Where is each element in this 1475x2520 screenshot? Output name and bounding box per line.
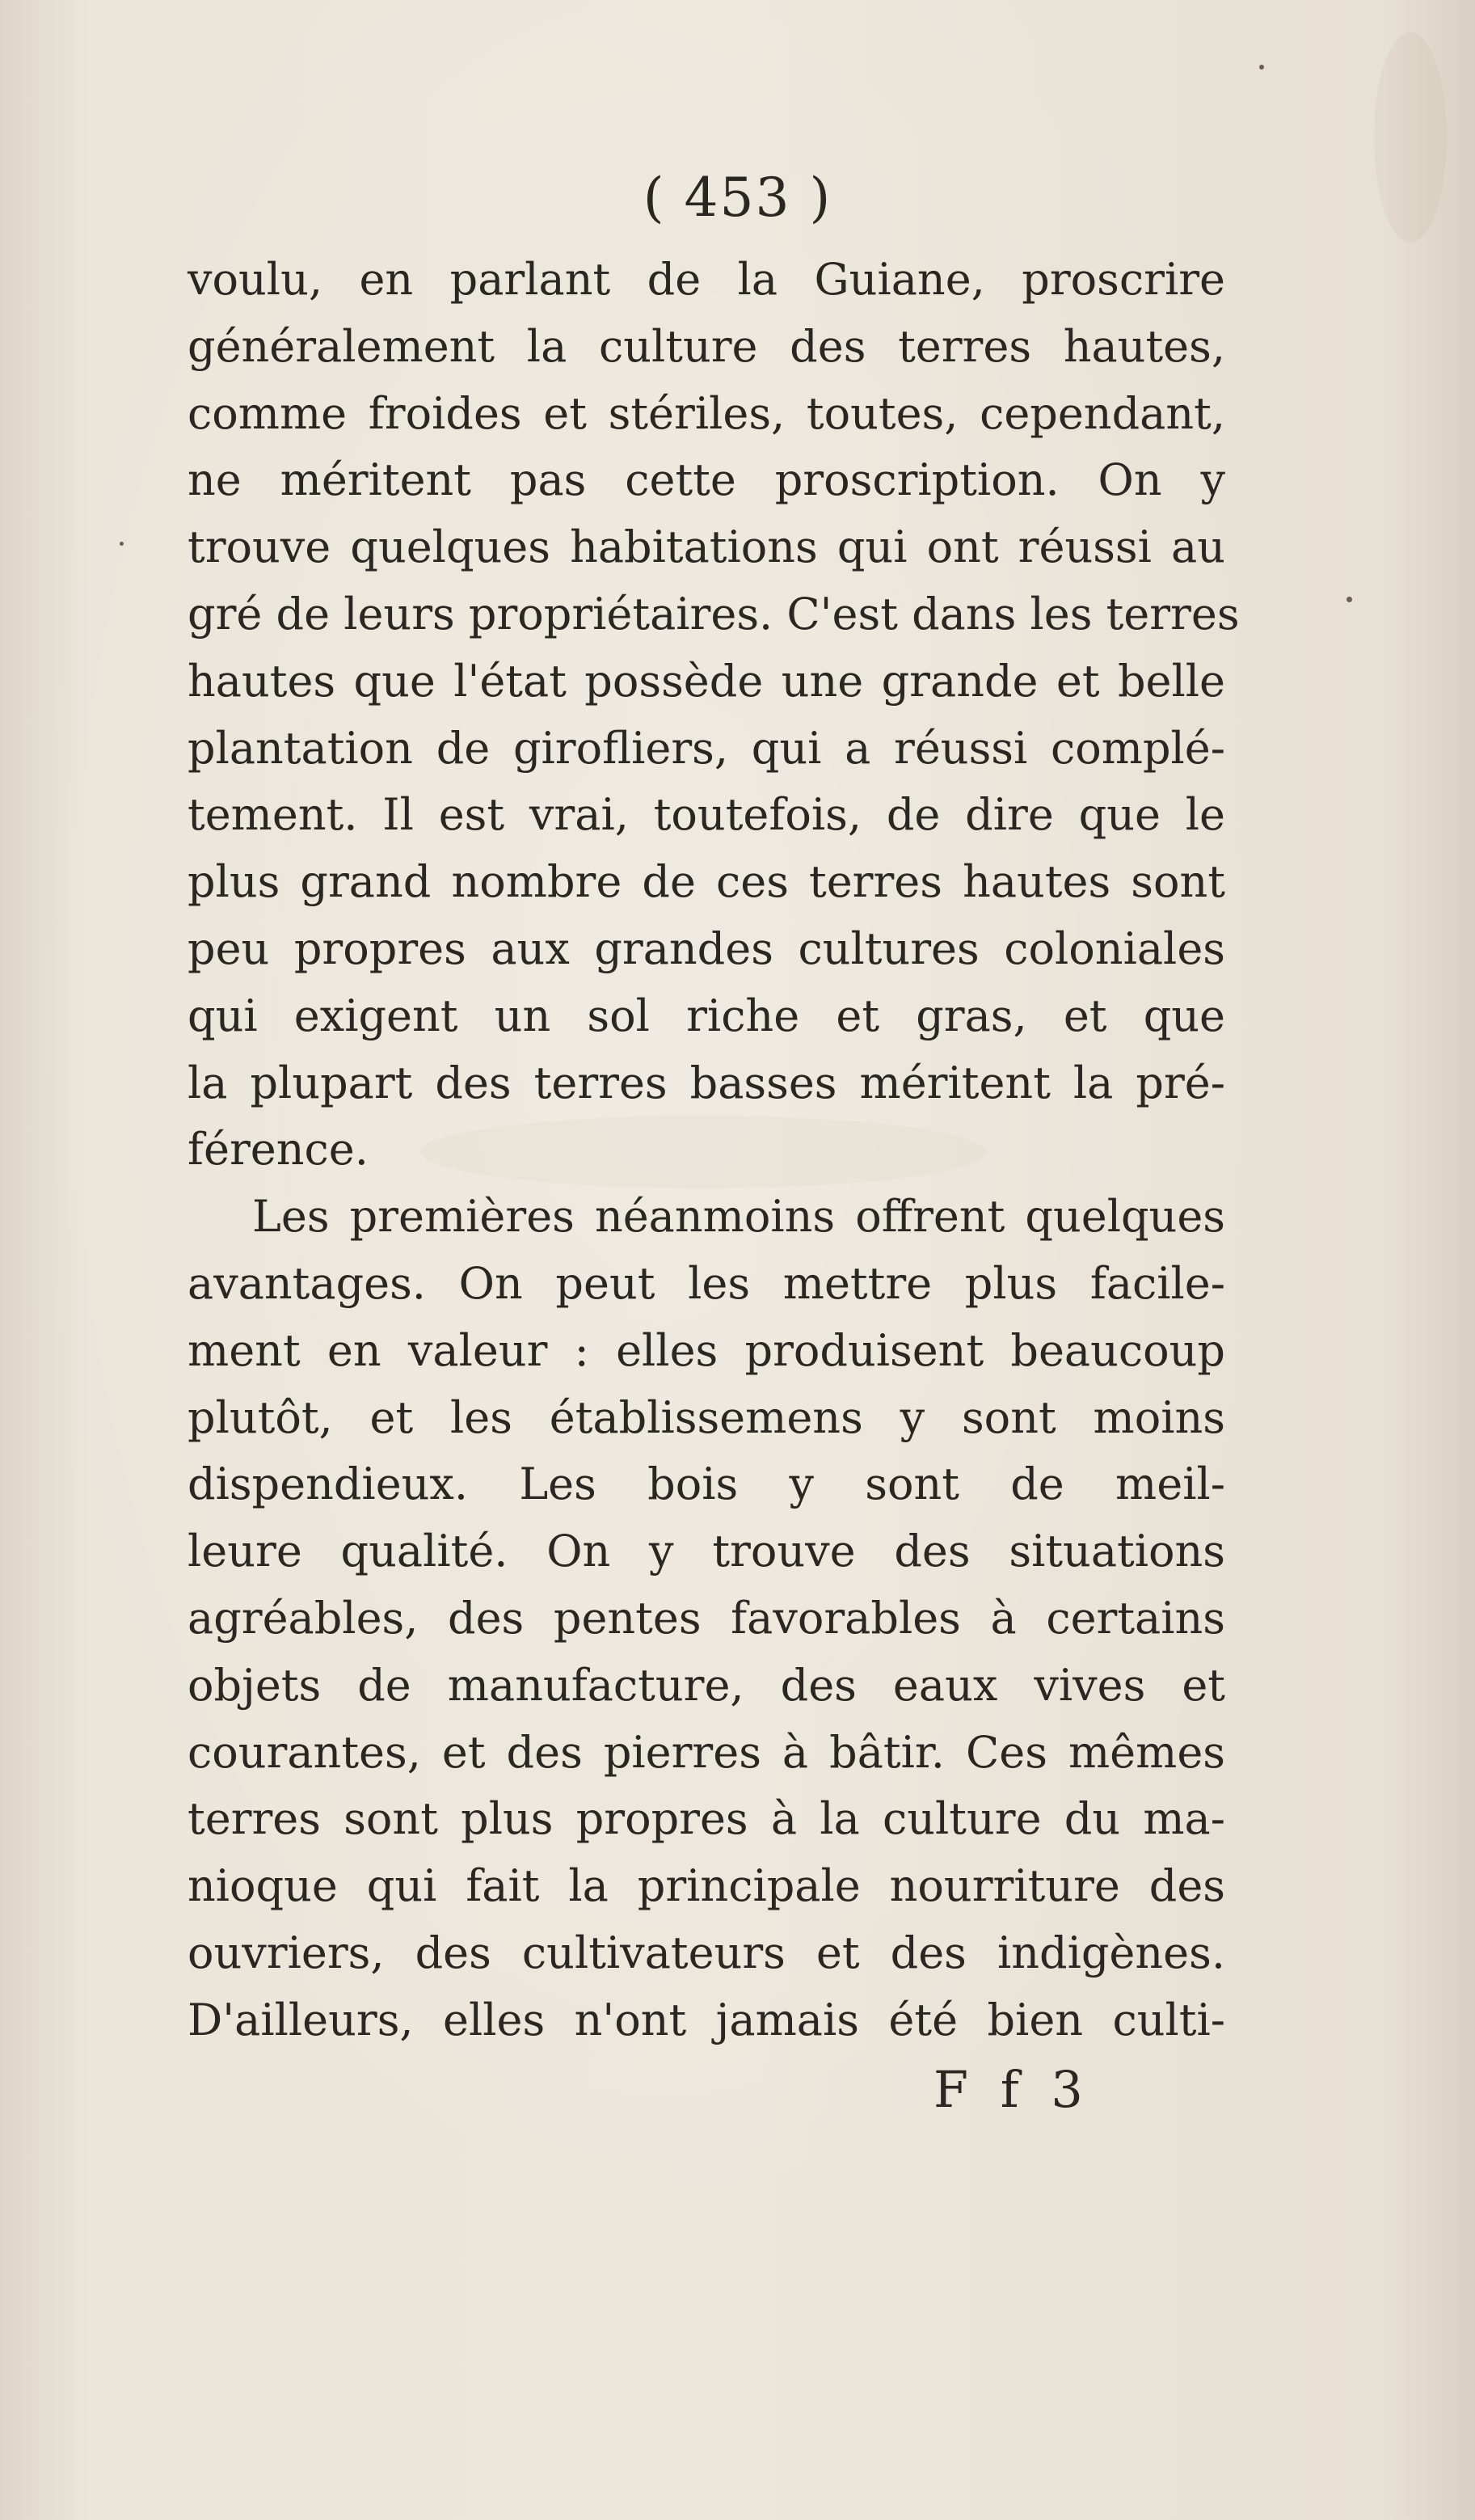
text-line: ne méritent pas cette proscription. On y xyxy=(188,454,1225,506)
text-line: gré de leurs propriétaires. C'est dans les terres xyxy=(188,588,1240,639)
text-line: leure qualité. On y trouve des situations xyxy=(188,1526,1225,1577)
text-line: Les premières néanmoins offrent quelques xyxy=(252,1191,1225,1243)
text-line: dispendieux. Les bois y sont de meil- xyxy=(188,1458,1225,1510)
text-line: ouvriers, des cultivateurs et des indigènes. xyxy=(188,1927,1225,1978)
ink-speck xyxy=(1259,65,1264,70)
text-line: objets de manufacture, des eaux vives et xyxy=(188,1659,1225,1711)
text-line: plus grand nombre de ces terres hautes sont xyxy=(188,856,1225,908)
signature-mark: F f 3 xyxy=(933,2060,1091,2119)
text-line: tement. Il est vrai, toutefois, de dire que le xyxy=(188,789,1225,841)
text-line: peu propres aux grandes cultures coloniales xyxy=(188,922,1225,974)
text-line: terres sont plus propres à la culture du ma- xyxy=(188,1793,1225,1845)
text-line: avantages. On peut les mettre plus facile- xyxy=(188,1257,1225,1309)
body-text xyxy=(188,247,1240,2054)
text-line: plantation de girofliers, qui a réussi complé- xyxy=(188,722,1225,774)
text-line: comme froides et stériles, toutes, cependant, xyxy=(188,387,1225,439)
text-line: férence. xyxy=(188,1124,369,1176)
text-line: ment en valeur : elles produisent beaucoup xyxy=(188,1324,1225,1376)
ink-speck xyxy=(1346,597,1352,602)
text-line: nioque qui fait la principale nourriture des xyxy=(188,1860,1225,1912)
text-line: D'ailleurs, elles n'ont jamais été bien culti- xyxy=(188,1994,1225,2045)
text-line: voulu, en parlant de la Guiane, proscrire xyxy=(188,254,1225,305)
text-line: courantes, et des pierres à bâtir. Ces mêmes xyxy=(188,1726,1225,1778)
ink-speck xyxy=(120,542,124,546)
text-line: agréables, des pentes favorables à certains xyxy=(188,1592,1225,1644)
text-line: qui exigent un sol riche et gras, et que xyxy=(188,990,1225,1041)
text-line: plutôt, et les établissemens y sont moins xyxy=(188,1391,1225,1443)
text-line: trouve quelques habitations qui ont réussi au xyxy=(188,521,1225,573)
text-line: généralement la culture des terres hautes, xyxy=(188,320,1225,372)
text-line: hautes que l'état possède une grande et belle xyxy=(188,655,1225,707)
text-line: la plupart des terres basses méritent la pré- xyxy=(188,1057,1225,1108)
page-number: ( 453 ) xyxy=(643,167,832,229)
